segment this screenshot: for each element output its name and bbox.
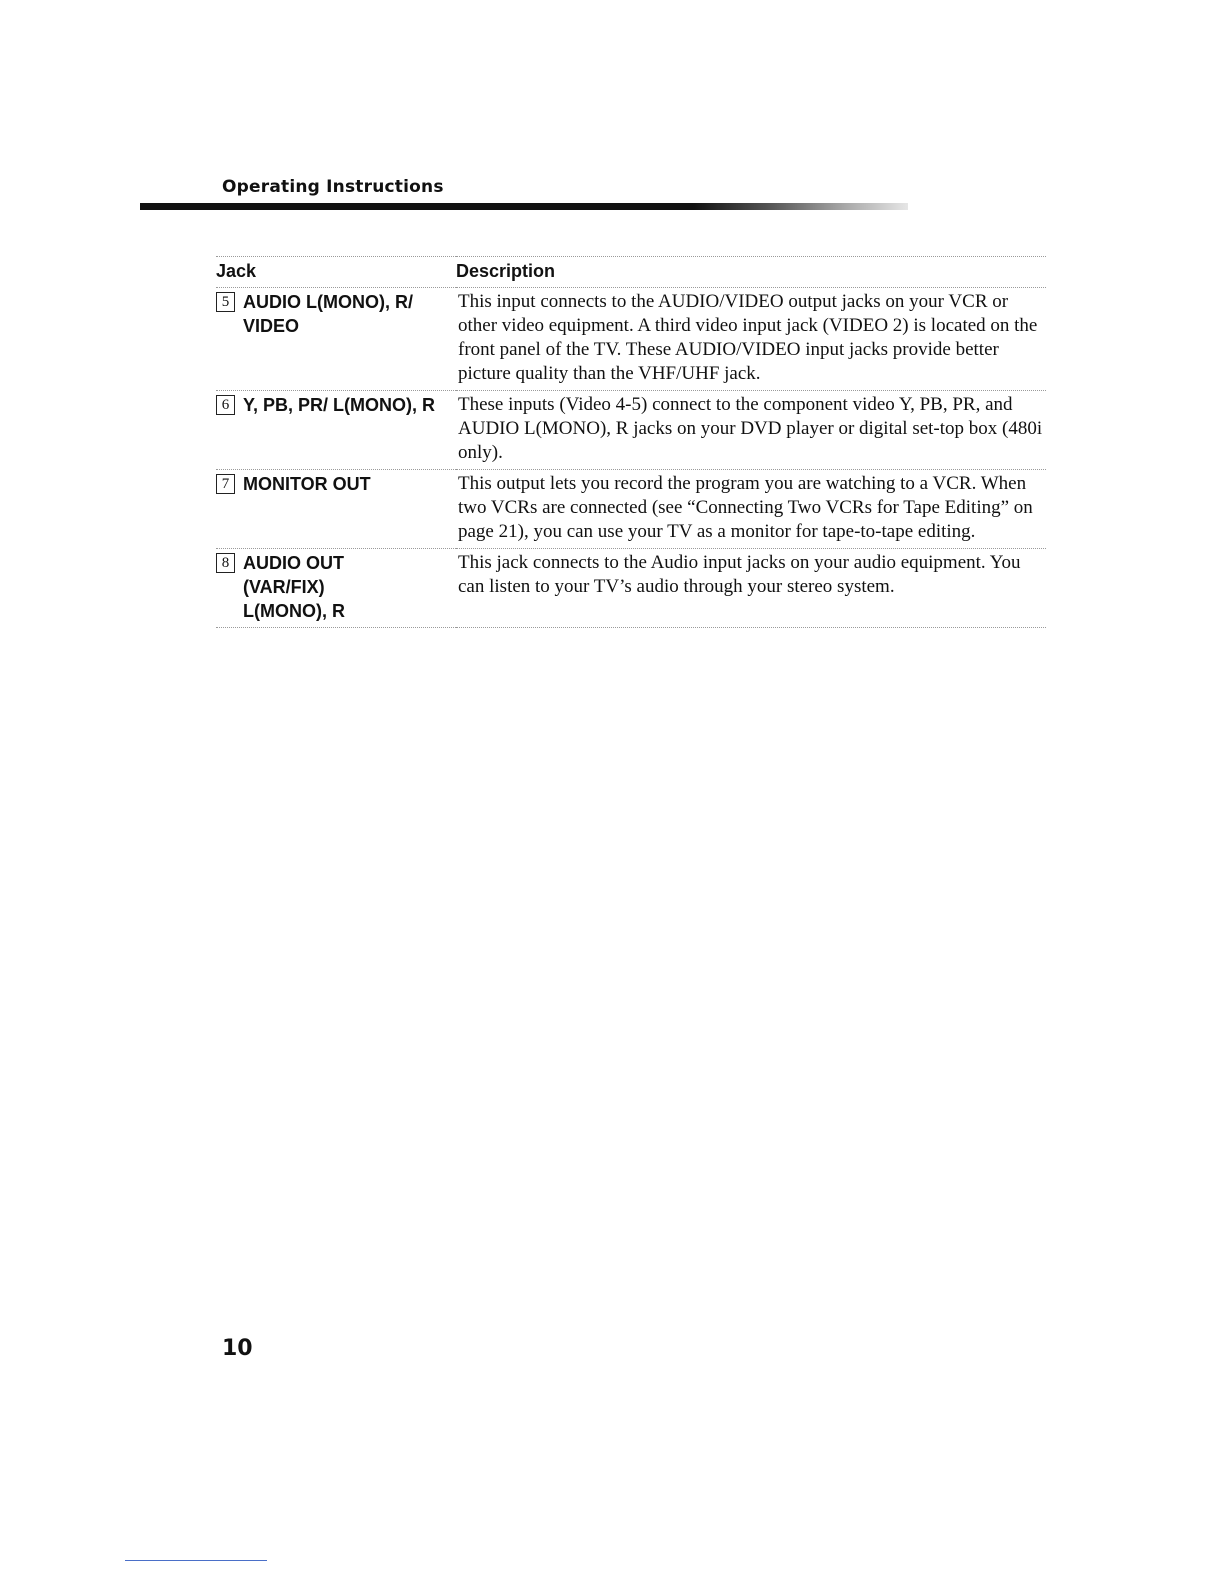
- jack-label: AUDIO L(MONO), R/ VIDEO: [243, 292, 413, 336]
- jack-description-table: [216, 256, 1046, 628]
- jack-number-badge: 5: [216, 292, 235, 312]
- description-cell: This jack connects to the Audio input jacks on your audio equipment. You can listen to your TV’s audio through your stereo system.: [458, 552, 1021, 597]
- jack-label: Y, PB, PR/ L(MONO), R: [243, 395, 436, 415]
- jack-label: AUDIO OUT (VAR/FIX) L(MONO), R: [243, 553, 345, 621]
- header-rule: [140, 203, 908, 210]
- jack-number-badge: 6: [216, 395, 235, 415]
- jack-cell: [216, 470, 456, 549]
- description-cell: This output lets you record the program you are watching to a VCR. When two VCRs are connected (see “Connecting Two VCRs for Tape Editing” on page 21), you can use your TV as a monitor for tape-to-tape editing.: [458, 473, 1033, 542]
- description-cell: These inputs (Video 4-5) connect to the component video Y, PB, PR, and AUDIO L(MONO), R jacks on your DVD player or digital set-top box (480i only).: [458, 394, 1043, 463]
- table-row: [216, 470, 1046, 549]
- table-row: [216, 288, 1046, 391]
- column-header-jack: Jack: [216, 261, 257, 281]
- description-cell: This input connects to the AUDIO/VIDEO output jacks on your VCR or other video equipment. A third video input jack (VIDEO 2) is located on the front panel of the TV. These AUDIO/VIDEO input jacks provide better picture quality than the VHF/UHF jack.: [458, 291, 1038, 384]
- table-row: [216, 391, 1046, 470]
- jack-cell: [216, 391, 456, 470]
- jack-number-badge: 7: [216, 474, 235, 494]
- table-row: [216, 549, 1046, 628]
- jack-cell: [216, 288, 456, 391]
- page-number: 10: [222, 1336, 253, 1361]
- jack-label: MONITOR OUT: [243, 474, 371, 494]
- jack-cell: [216, 549, 456, 628]
- table-header-row: [216, 257, 1046, 288]
- jack-number-badge: 8: [216, 553, 235, 573]
- column-header-description: Description: [456, 261, 556, 281]
- bottom-rule: [125, 1560, 267, 1561]
- section-header: Operating Instructions: [222, 177, 444, 197]
